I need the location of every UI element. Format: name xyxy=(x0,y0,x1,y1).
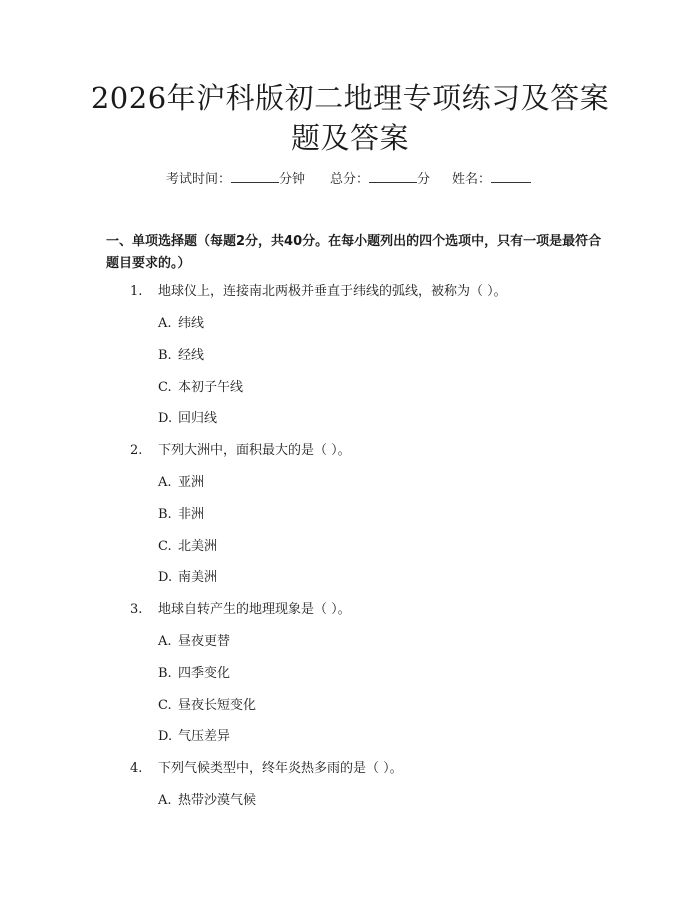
option-text: 北美洲 xyxy=(178,539,218,554)
option-1c xyxy=(158,379,243,397)
option-3b xyxy=(158,665,230,683)
section-heading: 一、单项选择题（每题2分，共40分。在每小题列出的四个选项中，只有一项是最符合题目要求的。） xyxy=(106,234,602,271)
option-3d xyxy=(158,728,230,746)
total-score-unit: 分 xyxy=(417,172,431,187)
name-field xyxy=(452,170,531,189)
option-letter: A. xyxy=(158,475,172,490)
option-letter: C. xyxy=(158,539,172,554)
question-text: 地球仪上，连接南北两极并垂直于纬线的弧线，被称为（ ）。 xyxy=(158,284,507,299)
option-letter: A. xyxy=(158,316,172,331)
exam-time-label: 考试时间： xyxy=(166,172,232,187)
exam-time-blank xyxy=(231,170,279,183)
option-text: 热带沙漠气候 xyxy=(178,793,257,808)
question-number: 3. xyxy=(130,602,143,617)
exam-time-unit: 分钟 xyxy=(279,172,306,187)
option-text: 南美洲 xyxy=(178,570,218,585)
option-text: 亚洲 xyxy=(178,475,205,490)
option-text: 经线 xyxy=(178,348,205,363)
option-letter: D. xyxy=(158,729,173,744)
option-3a xyxy=(158,633,230,651)
option-letter: A. xyxy=(158,634,172,649)
option-letter: C. xyxy=(158,380,172,395)
option-letter: D. xyxy=(158,411,173,426)
option-4a xyxy=(158,792,256,810)
option-letter: D. xyxy=(158,570,173,585)
question-number: 4. xyxy=(130,761,143,776)
question-text: 地球自转产生的地理现象是（ ）。 xyxy=(158,602,351,617)
option-2b xyxy=(158,506,204,524)
option-text: 昼夜长短变化 xyxy=(178,698,257,713)
option-text: 四季变化 xyxy=(178,666,231,681)
option-1d xyxy=(158,410,217,428)
option-text: 本初子午线 xyxy=(178,380,244,395)
question-number: 2. xyxy=(130,443,143,458)
option-2c xyxy=(158,538,217,556)
name-blank xyxy=(491,170,531,183)
option-3c xyxy=(158,697,256,715)
question-text: 下列大洲中，面积最大的是（ ）。 xyxy=(158,443,351,458)
option-text: 非洲 xyxy=(178,507,205,522)
name-label: 姓名： xyxy=(452,172,492,187)
option-letter: B. xyxy=(158,666,172,681)
option-1a xyxy=(158,315,204,333)
option-letter: B. xyxy=(158,507,172,522)
option-1b xyxy=(158,347,204,365)
question-number: 1. xyxy=(130,284,143,299)
question-text: 下列气候类型中，终年炎热多雨的是（ ）。 xyxy=(158,761,403,776)
option-2a xyxy=(158,474,204,492)
option-text: 昼夜更替 xyxy=(178,634,231,649)
option-2d xyxy=(158,569,217,587)
total-score-field xyxy=(330,170,430,189)
page-title: 2026年沪科版初二地理专项练习及答案题及答案 xyxy=(90,81,610,155)
option-text: 纬线 xyxy=(178,316,205,331)
total-score-blank xyxy=(369,170,417,183)
option-letter: A. xyxy=(158,793,172,808)
option-text: 回归线 xyxy=(178,411,218,426)
option-letter: B. xyxy=(158,348,172,363)
option-text: 气压差异 xyxy=(178,729,231,744)
exam-time-field xyxy=(166,170,305,189)
total-score-label: 总分： xyxy=(330,172,370,187)
option-letter: C. xyxy=(158,698,172,713)
